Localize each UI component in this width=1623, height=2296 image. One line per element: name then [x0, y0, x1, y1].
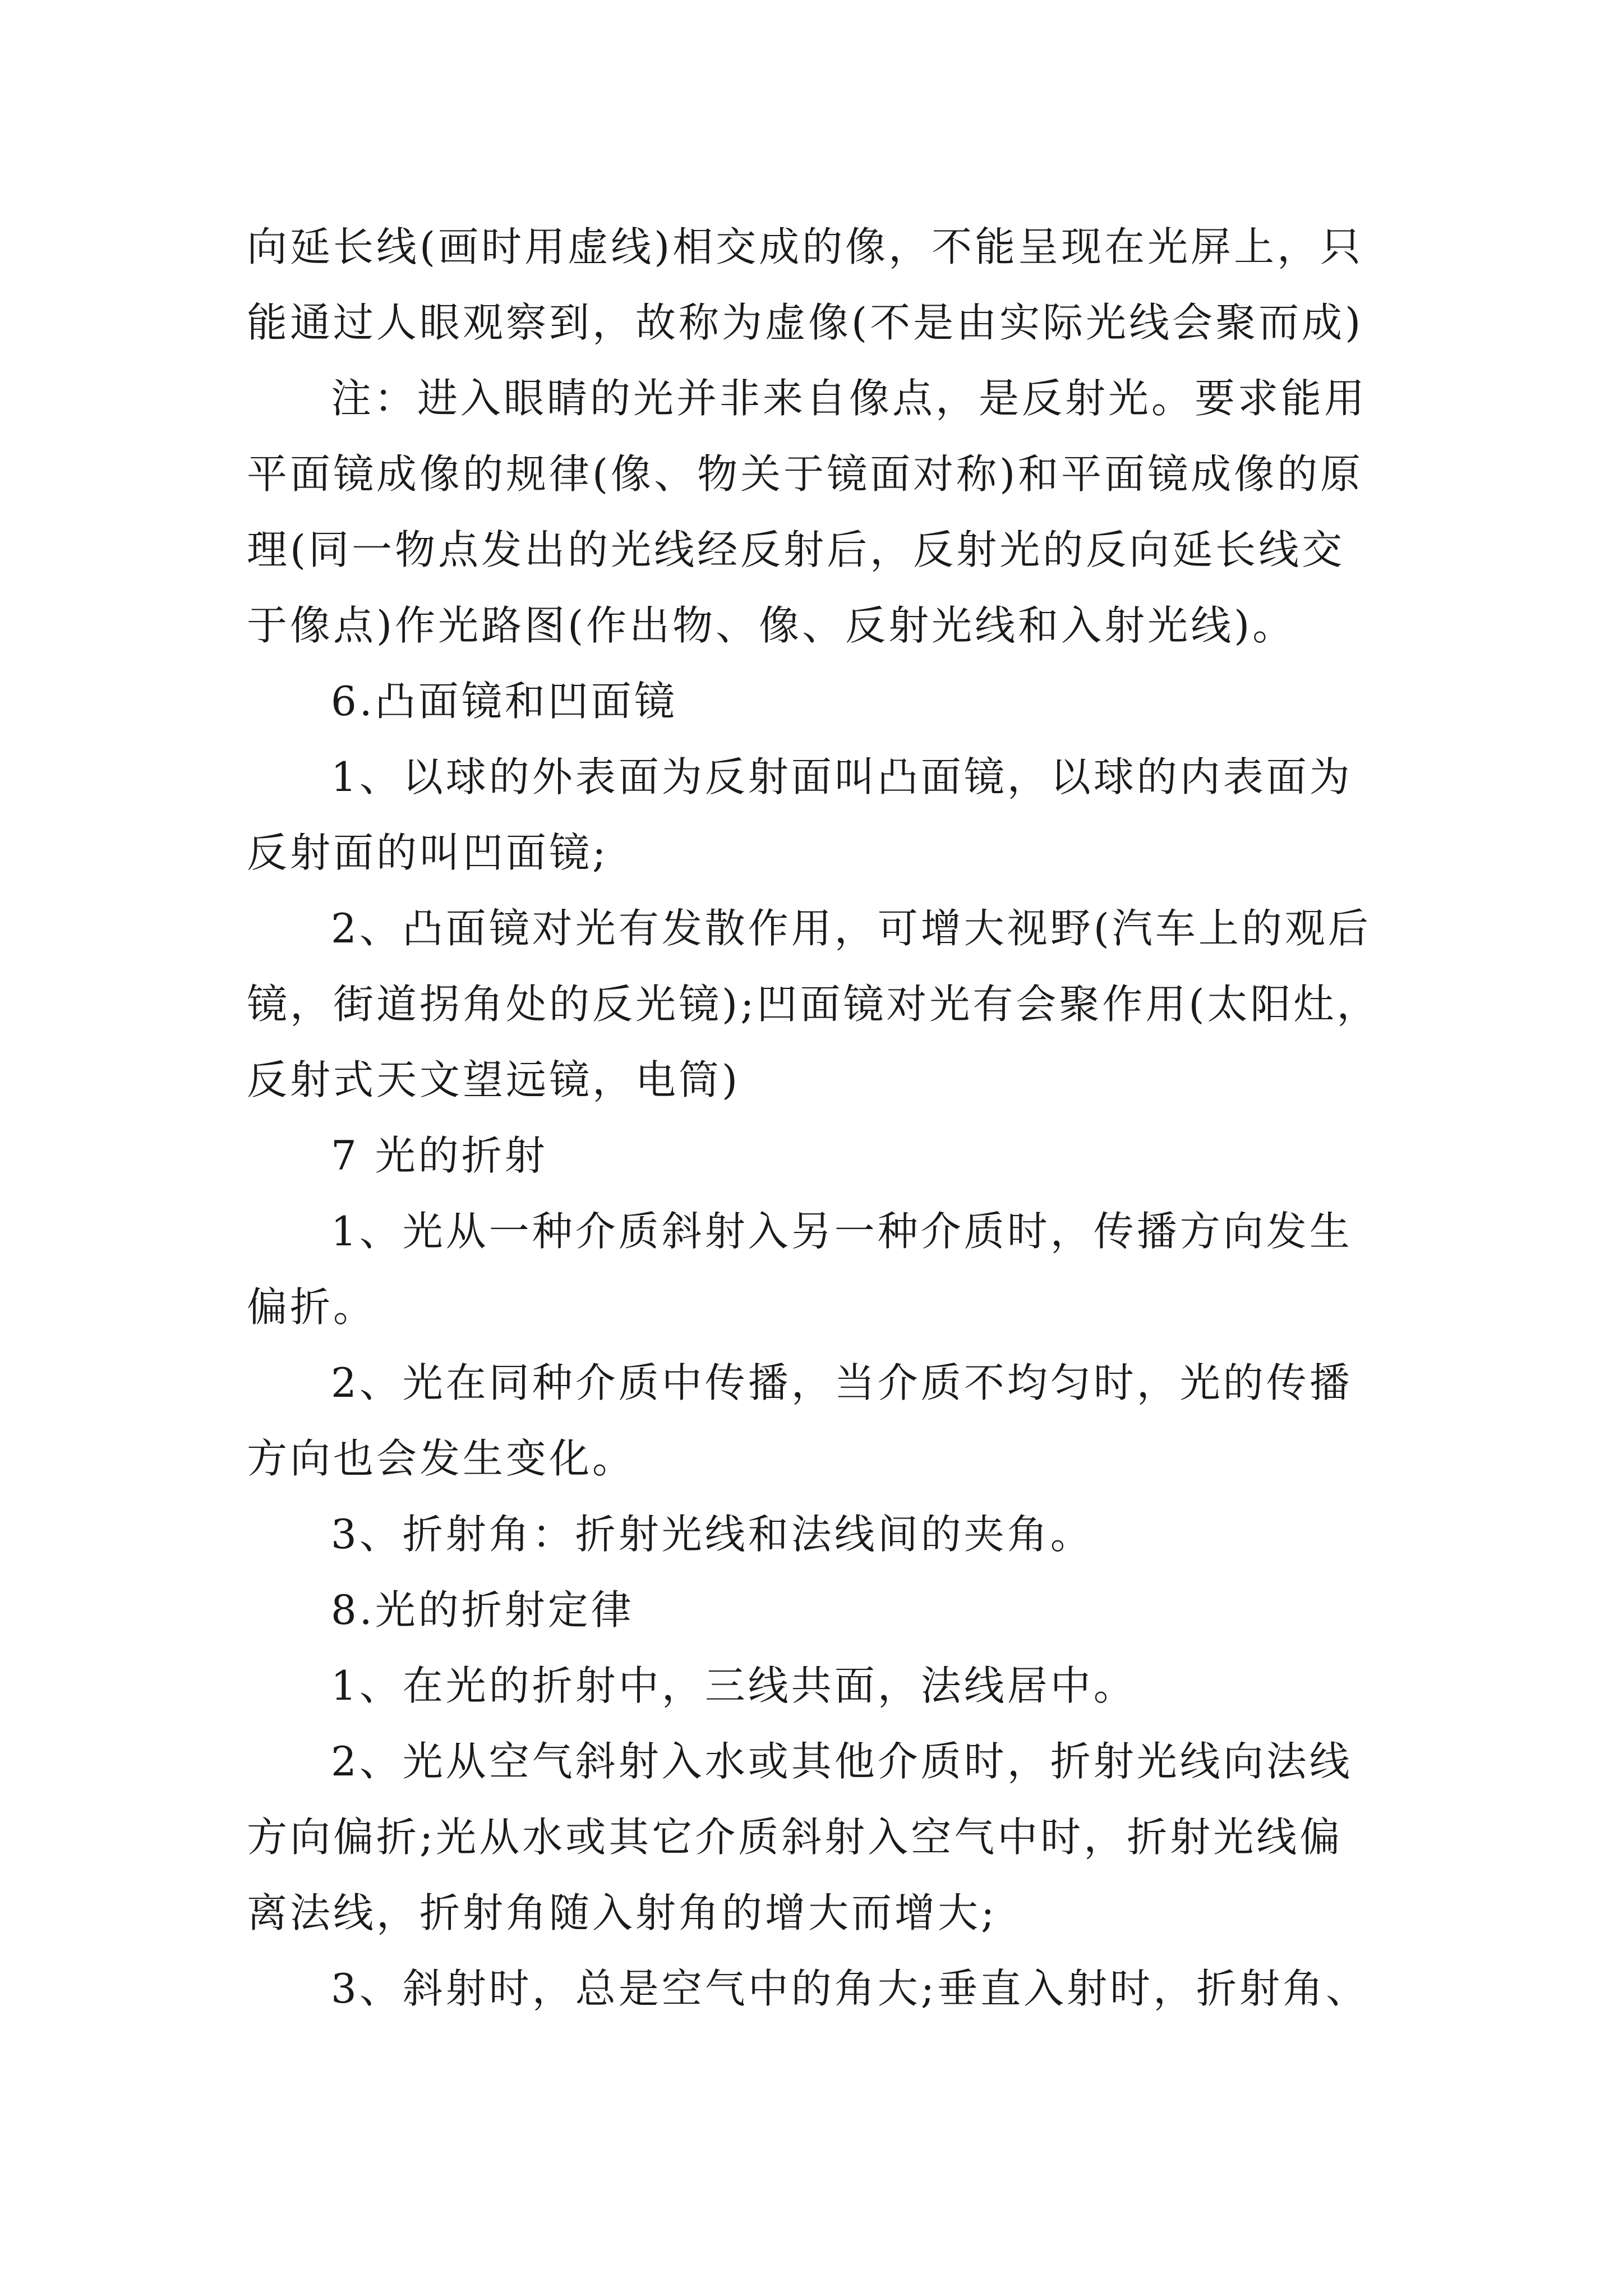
text-line: 平面镜成像的规律(像、物关于镜面对称)和平面镜成像的原 — [247, 450, 1364, 498]
text-line: 2、光从空气斜射入水或其他介质时，折射光线向法线 — [331, 1738, 1353, 1785]
text-line: 反射式天文望远镜，电筒) — [247, 1056, 741, 1103]
text-line: 3、折射角：折射光线和法线间的夹角。 — [331, 1511, 1094, 1558]
text-line: 2、凸面镜对光有发散作用，可增大视野(汽车上的观后 — [331, 905, 1371, 952]
text-line: 注：进入眼睛的光并非来自像点，是反射光。要求能用 — [331, 375, 1368, 422]
text-line: 能通过人眼观察到，故称为虚像(不是由实际光线会聚而成) — [247, 299, 1364, 346]
text-line: 2、光在同种介质中传播，当介质不均匀时，光的传播 — [331, 1359, 1353, 1406]
section-heading: 7 光的折射 — [331, 1132, 548, 1179]
text-line: 1、光从一种介质斜射入另一种介质时，传播方向发生 — [331, 1208, 1353, 1255]
text-line: 理(同一物点发出的光线经反射后，反射光的反向延长线交 — [247, 526, 1345, 573]
text-line: 3、斜射时，总是空气中的角大;垂直入射时，折射角、 — [331, 1965, 1370, 2012]
text-line: 方向偏折;光从水或其它介质斜射入空气中时，折射光线偏 — [247, 1814, 1343, 1861]
text-line: 于像点)作光路图(作出物、像、反射光线和入射光线)。 — [247, 602, 1296, 649]
section-heading: 8.光的折射定律 — [331, 1586, 634, 1634]
text-line: 反射面的叫凹面镜; — [247, 829, 609, 876]
text-line: 向延长线(画时用虚线)相交成的像，不能呈现在光屏上，只 — [247, 223, 1364, 270]
text-line: 方向也会发生变化。 — [247, 1435, 636, 1482]
text-line: 镜，街道拐角处的反光镜);凹面镜对光有会聚作用(太阳灶， — [247, 981, 1380, 1028]
text-line: 1、在光的折射中，三线共面，法线居中。 — [331, 1662, 1137, 1709]
text-line: 1、以球的外表面为反射面叫凸面镜，以球的内表面为 — [331, 753, 1353, 800]
text-line: 偏折。 — [247, 1283, 377, 1331]
section-heading: 6.凸面镜和凹面镜 — [331, 678, 677, 725]
text-line: 离法线，折射角随入射角的增大而增大; — [247, 1889, 998, 1936]
